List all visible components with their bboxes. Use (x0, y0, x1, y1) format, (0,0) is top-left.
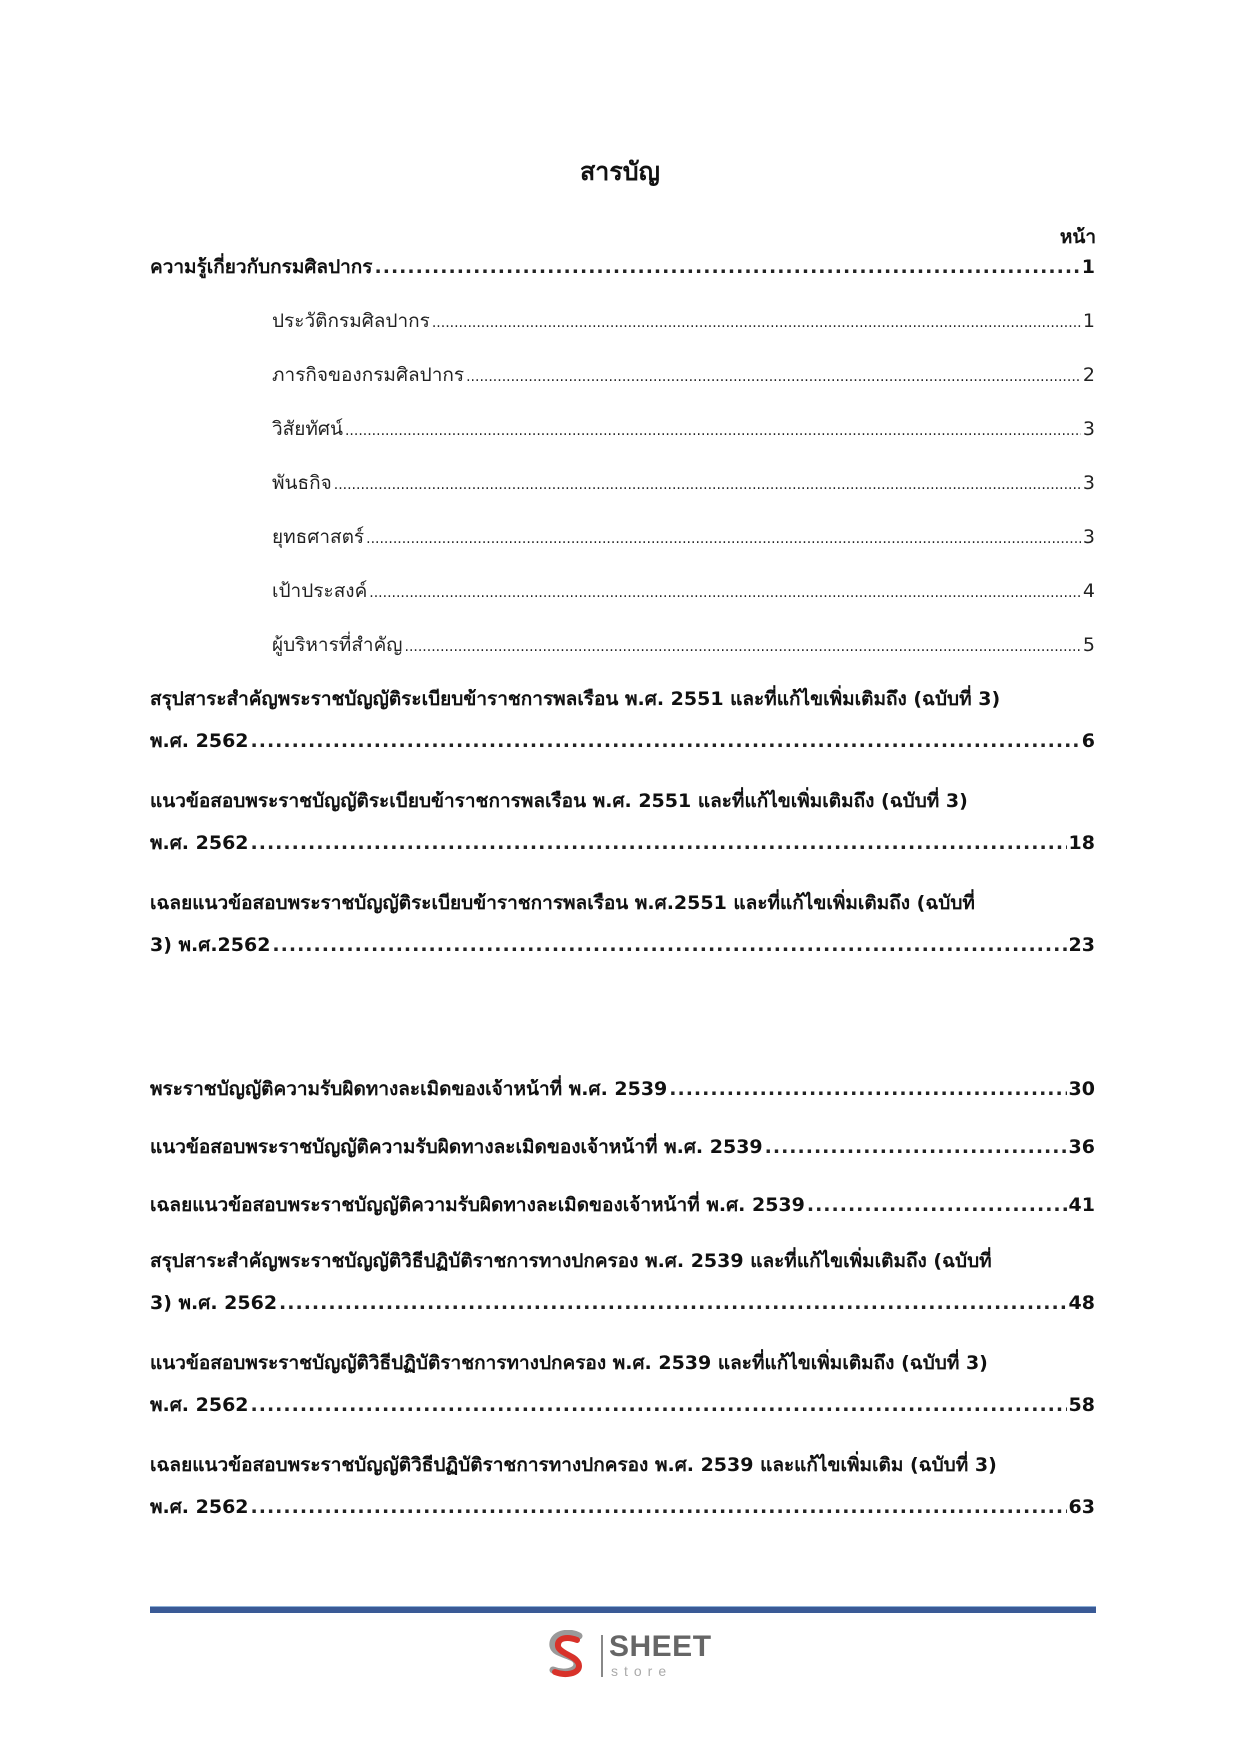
toc-entry-title: แนวข้อสอบพระราชบัญญัติวิธีปฏิบัติราชการทางปกครอง พ.ศ. 2539 และที่แก้ไขเพิ่มเติมถึง (ฉบับที่ 3) (150, 1352, 988, 1374)
logo-subword: store (611, 1663, 673, 1679)
toc-entry-title: ประวัติกรมศิลปากร (272, 310, 430, 332)
toc-entry-page: 3 (1082, 526, 1095, 548)
page-column-header: หน้า (1059, 226, 1096, 248)
toc-entry-title-cont: 3) พ.ศ. 2562 (150, 1292, 278, 1314)
dot-leader (375, 256, 1080, 278)
toc-entry[interactable] (150, 252, 1095, 282)
dot-leader (466, 369, 1081, 385)
toc-entry[interactable] (150, 1450, 1095, 1522)
toc-entry-title: สรุปสาระสำคัญพระราชบัญญัติระเบียบข้าราชการพลเรือน พ.ศ. 2551 และที่แก้ไขเพิ่มเติมถึง (ฉบับที่ 3) (150, 688, 1001, 710)
toc-entry-title: ผู้บริหารที่สำคัญ (272, 634, 403, 656)
toc-entry[interactable] (150, 1190, 1095, 1220)
dot-leader (369, 585, 1081, 601)
toc-entry-title: ภารกิจของกรมศิลปากร (272, 364, 465, 386)
dot-leader (279, 1292, 1067, 1314)
toc-entry-title: เฉลยแนวข้อสอบพระราชบัญญัติความรับผิดทางละเมิดของเจ้าหน้าที่ พ.ศ. 2539 (150, 1194, 805, 1216)
dot-leader (251, 1496, 1067, 1518)
toc-entry-page: 18 (1068, 832, 1095, 854)
logo-separator (601, 1635, 603, 1677)
footer-rule (150, 1606, 1096, 1613)
toc-entry-title-cont: พ.ศ. 2562 (150, 730, 249, 752)
toc-entry[interactable] (150, 888, 1095, 960)
toc-entry-page: 23 (1068, 934, 1095, 956)
toc-entry-title-cont: พ.ศ. 2562 (150, 1496, 249, 1518)
toc-entry-title: ความรู้เกี่ยวกับกรมศิลปากร (150, 256, 373, 278)
toc-entry-title-cont: 3) พ.ศ.2562 (150, 934, 271, 956)
toc-subentry[interactable] (272, 468, 1095, 498)
toc-subentry[interactable] (272, 630, 1095, 660)
dot-leader (272, 934, 1066, 956)
toc-entry-title: พันธกิจ (272, 472, 332, 494)
footer-logo (543, 1630, 713, 1682)
dot-leader (765, 1136, 1067, 1158)
toc-subentry[interactable] (272, 576, 1095, 606)
toc-entry-title: แนวข้อสอบพระราชบัญญัติระเบียบข้าราชการพลเรือน พ.ศ. 2551 และที่แก้ไขเพิ่มเติมถึง (ฉบับที่ 3) (150, 790, 968, 812)
toc-entry-page: 1 (1082, 310, 1095, 332)
toc-entry-page: 3 (1082, 472, 1095, 494)
dot-leader (334, 477, 1081, 493)
dot-leader (432, 315, 1081, 331)
toc-entry-page: 36 (1068, 1136, 1095, 1158)
toc-entry-page: 41 (1068, 1194, 1095, 1216)
page-title: สารบัญ (580, 157, 660, 186)
toc-entry-title: ยุทธศาสตร์ (272, 526, 365, 548)
toc-entry[interactable] (150, 786, 1095, 858)
toc-entry[interactable] (150, 1132, 1095, 1162)
toc-subentry[interactable] (272, 414, 1095, 444)
toc-entry[interactable] (150, 684, 1095, 756)
toc-entry-page: 48 (1068, 1292, 1095, 1314)
toc-entry-page: 5 (1082, 634, 1095, 656)
dot-leader (405, 639, 1081, 655)
toc-entry-title: เฉลยแนวข้อสอบพระราชบัญญัติระเบียบข้าราชการพลเรือน พ.ศ.2551 และที่แก้ไขเพิ่มเติมถึง (ฉบับที่ (150, 892, 975, 914)
dot-leader (251, 1394, 1067, 1416)
toc-entry-title-cont: พ.ศ. 2562 (150, 832, 249, 854)
toc-entry-title-cont: พ.ศ. 2562 (150, 1394, 249, 1416)
dot-leader (251, 832, 1067, 854)
toc-entry-page: 58 (1068, 1394, 1095, 1416)
toc-entry-title: เป้าประสงค์ (272, 580, 368, 602)
toc-entry[interactable] (150, 1246, 1095, 1318)
dot-leader (366, 531, 1081, 547)
toc-entry[interactable] (150, 1348, 1095, 1420)
toc-entry-page: 1 (1081, 256, 1095, 278)
toc-subentry[interactable] (272, 360, 1095, 390)
toc-entry-title: แนวข้อสอบพระราชบัญญัติความรับผิดทางละเมิดของเจ้าหน้าที่ พ.ศ. 2539 (150, 1136, 763, 1158)
toc-entry-title: วิสัยทัศน์ (272, 418, 343, 440)
toc-entry-page: 63 (1068, 1496, 1095, 1518)
dot-leader (251, 730, 1080, 752)
dot-leader (807, 1194, 1067, 1216)
toc-subentry[interactable] (272, 306, 1095, 336)
toc-entry-title: สรุปสาระสำคัญพระราชบัญญัติวิธีปฏิบัติราชการทางปกครอง พ.ศ. 2539 และที่แก้ไขเพิ่มเติมถึง (ฉบับที่ (150, 1250, 992, 1272)
toc-entry-page: 2 (1082, 364, 1095, 386)
toc-entry-title: พระราชบัญญัติความรับผิดทางละเมิดของเจ้าหน้าที่ พ.ศ. 2539 (150, 1078, 668, 1100)
toc-entry-page: 30 (1068, 1078, 1095, 1100)
toc-entry-page: 6 (1081, 730, 1095, 752)
logo-wordmark: SHEET (609, 1630, 712, 1663)
dot-leader (345, 423, 1081, 439)
dot-leader (669, 1078, 1066, 1100)
toc-entry-page: 3 (1082, 418, 1095, 440)
sheet-store-s-logo-icon (543, 1630, 591, 1680)
toc-entry-page: 4 (1082, 580, 1095, 602)
toc-entry[interactable] (150, 1074, 1095, 1104)
toc-subentry[interactable] (272, 522, 1095, 552)
toc-entry-title: เฉลยแนวข้อสอบพระราชบัญญัติวิธีปฏิบัติราชการทางปกครอง พ.ศ. 2539 และแก้ไขเพิ่มเติม (ฉบับที่ 3) (150, 1454, 997, 1476)
